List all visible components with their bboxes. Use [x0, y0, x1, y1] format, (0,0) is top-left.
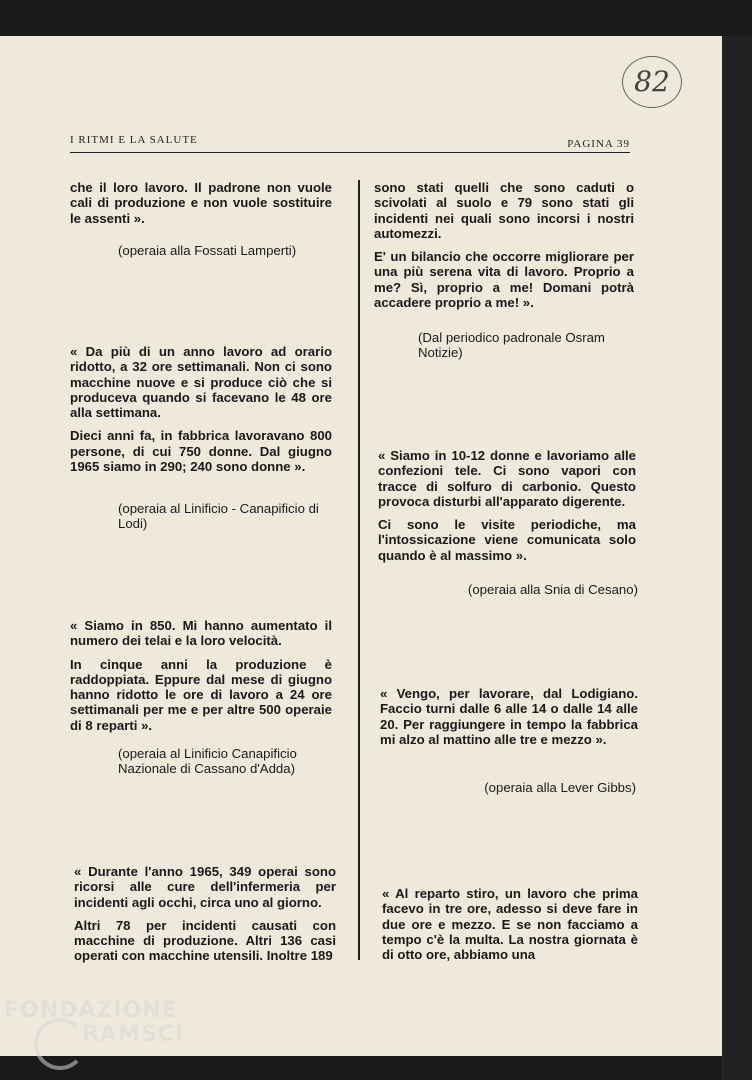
- right-block-2: [378, 448, 636, 571]
- right-block-3: [380, 686, 638, 755]
- header-title: I RITMI E LA SALUTE: [70, 134, 198, 146]
- fondazione-gramsci-watermark: [4, 998, 194, 1078]
- attribution: (Dal periodico padronale Osram Notizie): [418, 330, 605, 361]
- attribution: (operaia alla Fossati Lamperti): [118, 243, 297, 258]
- left-block-1: [70, 180, 332, 234]
- paragraph: Dieci anni fa, in fabbrica lavoravano 800 persone, di cui 750 donne. Dal giugno 1965 siamo in 290; 240 sono donne ».: [70, 428, 332, 475]
- column-divider: [358, 180, 360, 960]
- right-block-1: [374, 180, 634, 318]
- attribution: (operaia al Linificio Canapificio Nazionale di Cassano d'Adda): [118, 746, 297, 777]
- paragraph: « Siamo in 10-12 donne e lavoriamo alle confezioni tele. Ci sono vapori con tracce di solfuro di carbonio. Questo provoca disturbi all'apparato digerente.: [378, 448, 636, 509]
- watermark-line-2: RAMSCI: [82, 1022, 185, 1047]
- scan-border: [722, 36, 752, 1080]
- paragraph: « Durante l'anno 1965, 349 operai sono ricorsi alle cure dell'infermeria per incidenti agli occhi, circa uno al giorno.: [74, 864, 336, 910]
- paragraph: « Al reparto stiro, un lavoro che prima facevo in tre ore, adesso si deve fare in due ore e mezzo. E se non facciamo a tempo c'è la multa. La nostra giornata è di otto ore, abbiamo una: [382, 886, 638, 963]
- right-block-4: [382, 886, 638, 970]
- paragraph: « Vengo, per lavorare, dal Lodigiano. Faccio turni dalle 6 alle 14 o dalle 14 alle 20. Per raggiungere in tempo la fabbrica mi alzo al mattino alle tre e mezzo ».: [380, 686, 638, 747]
- page-number: PAGINA 39: [567, 138, 630, 150]
- paragraph: « Siamo in 850. Mi hanno aumentato il numero dei telai e la loro velocità.: [70, 618, 332, 649]
- paragraph: « Da più di un anno lavoro ad orario ridotto, a 32 ore settimanali. Non ci sono macchine nuove e si produce ciò che si produceva quando si facevano le 48 ore alla settimana.: [70, 344, 332, 421]
- left-block-2: [70, 344, 332, 482]
- watermark-line-1: FONDAZIONE: [4, 998, 178, 1023]
- paragraph: che il loro lavoro. Il padrone non vuole cali di produzione e non vuole sostituire le assenti ».: [70, 180, 332, 226]
- handwritten-page-number: 82: [622, 56, 682, 108]
- paragraph: In cinque anni la produzione è raddoppiata. Eppure dal mese di giugno hanno ridotto le ore di lavoro a 24 ore settimanali per me e per altre 500 operaie di 8 reparti ».: [70, 656, 332, 733]
- paragraph: sono stati quelli che sono caduti o scivolati al suolo e 79 sono stati gli incidenti nei quali sono incorsi i nostri automezzi.: [374, 180, 634, 241]
- paragraph: Ci sono le visite periodiche, ma l'intossicazione viene comunicata solo quando è al massimo ».: [378, 517, 636, 563]
- left-block-4: [74, 864, 336, 972]
- running-header: [70, 132, 630, 153]
- watermark-g-logo-icon: [34, 1018, 86, 1070]
- left-block-3: [70, 618, 332, 741]
- paragraph: E' un bilancio che occorre migliorare per una più serena vita di lavoro. Proprio a me? Sì, proprio a me! Domani potrà accadere proprio a me! ».: [374, 249, 634, 311]
- attribution: (operaia al Linificio - Canapificio di Lodi): [118, 501, 319, 532]
- attribution: (operaia alla Snia di Cesano): [467, 582, 638, 597]
- attribution: (operaia alla Lever Gibbs): [484, 780, 636, 795]
- paragraph: Altri 78 per incidenti causati con macchine di produzione. Altri 136 casi operati con macchine utensili. Inoltre 189: [74, 917, 336, 964]
